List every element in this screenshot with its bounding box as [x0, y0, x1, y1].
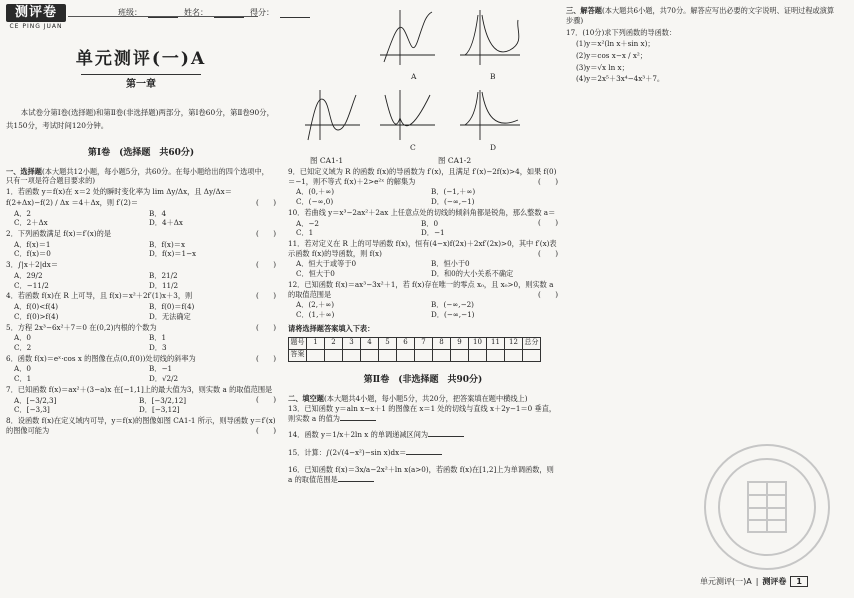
- option: C．1: [296, 228, 314, 238]
- label-a: A: [411, 72, 417, 81]
- answer-cell[interactable]: [523, 349, 541, 361]
- question-6: 6．函数 f(x)＝eˣ·cos x 的图像在点(0,f(0))处切线的斜率为: [6, 353, 196, 363]
- solve-heading: 三、解答题: [566, 6, 602, 15]
- question-2: 2．下列函数满足 f(x)＝f′(x)的是: [6, 229, 112, 239]
- option: A．0: [14, 364, 31, 374]
- question-13: 13．已知函数 y＝aln x−x＋1 的图像在 x＝1 处的切线与直线 x＋2y−1＝0 垂直，则实数 a 的值为: [288, 404, 557, 424]
- option: D．(−∞,−1): [431, 197, 475, 207]
- option: D．无法确定: [149, 311, 191, 321]
- question-1: 1．若函数 y＝f(x)在 x＝2 处的瞬时变化率为 lim Δy/Δx，且 Δy/Δx＝: [6, 187, 232, 197]
- function-graphs: [300, 0, 560, 160]
- option: B．(−∞,−2): [431, 300, 474, 310]
- option: C．2＋Δx: [14, 218, 48, 228]
- question-17: 17．(10分)求下列函数的导函数：: [566, 28, 677, 38]
- q7-options: [6, 396, 256, 415]
- answer-paren: ( ): [538, 248, 558, 258]
- option: B．21/2: [149, 270, 178, 280]
- option: B．4: [149, 208, 167, 218]
- answer-table-title: 请将选择题答案填入下表：: [288, 323, 375, 333]
- graph-fig1: [305, 90, 360, 140]
- part2-title: 第Ⅱ卷 (非选择题 共90分): [363, 374, 483, 385]
- option: A．(0,＋∞): [296, 187, 335, 197]
- answer-cell[interactable]: [451, 349, 469, 361]
- answer-cell[interactable]: [415, 349, 433, 361]
- class-blank: [148, 7, 178, 18]
- option: D．和0的大小关系不确定: [431, 269, 514, 279]
- answer-cell[interactable]: [487, 349, 505, 361]
- option: C．−11/2: [14, 280, 49, 290]
- answer-blank[interactable]: [428, 436, 464, 437]
- table-cell: 7: [415, 337, 433, 349]
- answer-cell[interactable]: [397, 349, 415, 361]
- option: A．2: [14, 208, 31, 218]
- fill-heading: 二、填空题: [288, 393, 324, 403]
- question-14: 14．函数 y＝1/x＋2ln x 的单调递减区间为: [288, 429, 429, 439]
- option: B．−1: [149, 364, 173, 374]
- question-5: 5．方程 2x³−6x²＋7＝0 在(0,2)内根的个数为: [6, 322, 157, 332]
- q10-options: [288, 219, 538, 238]
- right-column: [566, 5, 836, 85]
- figure-1-caption: 图 CA1-1: [310, 156, 344, 165]
- class-label: 班级：: [118, 8, 142, 17]
- title-rule: [81, 74, 201, 75]
- option: B．恒小于0: [431, 259, 470, 269]
- option: C．[−3,3]: [14, 405, 50, 415]
- footer-text: 单元测评(一)A: [700, 577, 752, 586]
- question-1-cont: f(2+Δx)−f(2) / Δx ＝4＋Δx，则 f′(2)＝: [6, 197, 139, 207]
- answer-cell[interactable]: [433, 349, 451, 361]
- answer-cell[interactable]: [325, 349, 343, 361]
- q1-options: [6, 209, 276, 228]
- answer-paren: ( ): [256, 197, 276, 207]
- table-cell: 12: [505, 337, 523, 349]
- option: C．恒大于0: [296, 269, 335, 279]
- option: A．(2,＋∞): [296, 300, 335, 310]
- question-15: 15．计算：∫(2√(4−x²)−sin x)dx＝: [288, 447, 407, 457]
- q4-options: [6, 302, 276, 321]
- option: A．f(0)<f(4): [14, 302, 59, 312]
- publisher-seal: [700, 440, 835, 575]
- footer-brand: 测评卷: [762, 577, 787, 586]
- answer-paren: ( ): [256, 291, 276, 301]
- table-cell: 4: [361, 337, 379, 349]
- question-12: 12．已知函数 f(x)＝ax³−3x²＋1，若 f(x)存在唯一的零点 x₀，且 x₀>0，则实数 a 的取值范围是: [288, 279, 554, 299]
- middle-column: [288, 166, 558, 486]
- table-cell: 9: [451, 337, 469, 349]
- option: A．恒大于或等于0: [296, 259, 357, 269]
- answer-paren: ( ): [538, 217, 558, 227]
- q6-options: [6, 364, 276, 383]
- logo-cn: 测评卷: [6, 4, 66, 22]
- student-fields: [118, 7, 310, 18]
- mc-description: (本大题共12小题，每小题5分，共60分。在每小题给出的四个选项中，只有一项是符合题目要求的): [6, 166, 269, 186]
- option: D．−1: [421, 228, 445, 238]
- answer-cell[interactable]: [361, 349, 379, 361]
- q17-item-4: (4)y＝2x⁵＋3x⁴−4x³＋7。: [576, 74, 665, 84]
- logo: [6, 4, 66, 34]
- answer-paren: ( ): [538, 289, 558, 299]
- option: A．[−3/2,3]: [14, 395, 57, 405]
- fill-description: (本大题共4小题，每小题5分，共20分，把答案填在题中横线上): [323, 393, 528, 403]
- question-16: 16．已知函数 f(x)＝3x/a−2x²＋ln x(a>0)，若函数 f(x)在[1,2]上为单调函数，则 a 的取值范围是: [288, 465, 554, 484]
- table-answer-row: [289, 349, 541, 361]
- option: A．0: [14, 333, 31, 343]
- q17-item-1: (1)y＝x²(ln x＋sin x)；: [576, 39, 655, 49]
- label-c: C: [410, 143, 416, 152]
- name-blank: [214, 7, 244, 18]
- q12-options: [288, 300, 558, 319]
- table-header-row: [289, 337, 541, 349]
- answer-paren: ( ): [538, 176, 558, 186]
- question-8: 8．设函数 f(x)在定义域内可导，y＝f(x)的图像如图 CA1-1 所示，则导函数 y＝f′(x)的图像可能为: [6, 415, 276, 435]
- graph-a: [380, 10, 435, 65]
- table-cell: 1: [307, 337, 325, 349]
- q17-item-3: (3)y＝√x ln x；: [576, 62, 629, 72]
- page-footer: [700, 576, 808, 587]
- q17-item-2: (2)y＝cos x−x / x²；: [576, 50, 647, 60]
- answer-paren: ( ): [256, 229, 276, 239]
- option: C．1: [14, 374, 32, 384]
- graph-b: [460, 10, 520, 65]
- page-title: 单元测评(一)A: [75, 49, 207, 69]
- graph-c: [380, 90, 435, 140]
- question-3: 3．∫|x＋2|dx＝: [6, 260, 59, 270]
- option: D．4＋Δx: [149, 218, 183, 228]
- intro-text: 本试卷分第Ⅰ卷(选择题)和第Ⅱ卷(非选择题)两部分，第Ⅰ卷60分，第Ⅱ卷90分，共150分，考试时间120分钟。: [6, 108, 274, 131]
- table-cell: 5: [379, 337, 397, 349]
- option: C．(1,＋∞): [296, 310, 335, 320]
- label-b: B: [490, 72, 496, 81]
- option: B．(−1,＋∞): [431, 187, 476, 197]
- option: D．[−3,12]: [139, 405, 180, 415]
- option: B．[−3/2,12]: [139, 395, 187, 405]
- q2-options: [6, 240, 276, 259]
- table-cell: 3: [343, 337, 361, 349]
- option: D．3: [149, 342, 167, 352]
- logo-en: CE PING JUAN: [9, 23, 63, 30]
- option: A．f(x)＝1: [14, 239, 51, 249]
- question-4: 4．若函数 f(x)在 R 上可导，且 f(x)＝x²＋2f′(1)x＋3，则: [6, 291, 193, 301]
- table-cell: 10: [469, 337, 487, 349]
- table-cell: 2: [325, 337, 343, 349]
- part1-title: 第Ⅰ卷 (选择题 共60分): [87, 147, 195, 158]
- answer-cell[interactable]: [505, 349, 523, 361]
- mc-heading: 一、选择题: [6, 166, 42, 176]
- q5-options: [6, 333, 276, 352]
- option: C．2: [14, 342, 32, 352]
- answer-paren: ( ): [256, 394, 276, 404]
- table-cell: 11: [487, 337, 505, 349]
- figure-2-caption: 图 CA1-2: [438, 156, 472, 165]
- option: D．(−∞,−1): [431, 310, 475, 320]
- graph-d: [460, 90, 520, 140]
- answer-paren: ( ): [256, 425, 276, 435]
- q3-options: [6, 271, 276, 290]
- page-number: 1: [790, 576, 808, 587]
- table-cell: 8: [433, 337, 451, 349]
- label-d: D: [490, 143, 497, 152]
- answer-cell[interactable]: [469, 349, 487, 361]
- option: D．√2/2: [149, 374, 179, 384]
- table-cell: 总分: [523, 337, 541, 349]
- score-label: 得分：: [250, 8, 274, 17]
- option: B．1: [149, 333, 167, 343]
- option: B．f(0)＝f(4): [149, 302, 195, 312]
- option: D．11/2: [149, 280, 179, 290]
- answer-blank[interactable]: [338, 481, 374, 482]
- answer-cell[interactable]: [379, 349, 397, 361]
- question-11: 11．若对定义在 R 上的可导函数 f(x)，恒有(4−x)f(2x)＋2xf′(2x)>0，其中 f′(x)表示函数 f(x)的导函数，则 f(x): [288, 239, 557, 258]
- option: C．f(0)>f(4): [14, 311, 59, 321]
- table-cell: 答案: [289, 349, 307, 361]
- answer-blank[interactable]: [406, 454, 442, 455]
- left-column: [6, 48, 276, 436]
- question-7: 7．已知函数 f(x)＝ax²＋(3−a)x 在[−1,1]上的最大值为3，则实数 a 的取值范围是: [6, 384, 273, 394]
- option: A．29/2: [14, 270, 43, 280]
- question-9: 9．已知定义域为 R 的函数 f(x)的导函数为 f′(x)，且满足 f′(x)−2f(x)>4，如果 f(0)＝−1，则不等式 f(x)＋2>e²ˣ 的解集为: [288, 167, 557, 186]
- question-10: 10．若曲线 y＝x³−2ax²＋2ax 上任意点处的切线的倾斜角都是锐角，那么整数 a＝: [288, 207, 556, 217]
- option: C．(−∞,0): [296, 197, 334, 207]
- answer-paren: ( ): [256, 353, 276, 363]
- solve-description: (本大题共6小题，共70分。解答应写出必要的文字说明、证明过程或演算步骤): [566, 6, 835, 25]
- answer-paren: ( ): [256, 322, 276, 332]
- answer-blank[interactable]: [340, 420, 376, 421]
- table-cell: 6: [397, 337, 415, 349]
- option: D．f(x)＝1−x: [149, 249, 197, 259]
- option: B．f(x)＝x: [149, 239, 186, 249]
- answer-cell[interactable]: [343, 349, 361, 361]
- answer-cell[interactable]: [307, 349, 325, 361]
- option: C．f(x)＝0: [14, 249, 51, 259]
- q9-options: [288, 187, 558, 206]
- chapter-title: 第一章: [126, 78, 156, 90]
- option: A．−2: [296, 218, 319, 228]
- footer-divider: |: [755, 577, 759, 586]
- table-cell: 题号: [289, 337, 307, 349]
- answer-paren: ( ): [256, 260, 276, 270]
- option: B．0: [421, 218, 439, 228]
- answer-table: [288, 337, 541, 362]
- q11-options: [288, 259, 558, 278]
- name-label: 姓名：: [184, 8, 208, 17]
